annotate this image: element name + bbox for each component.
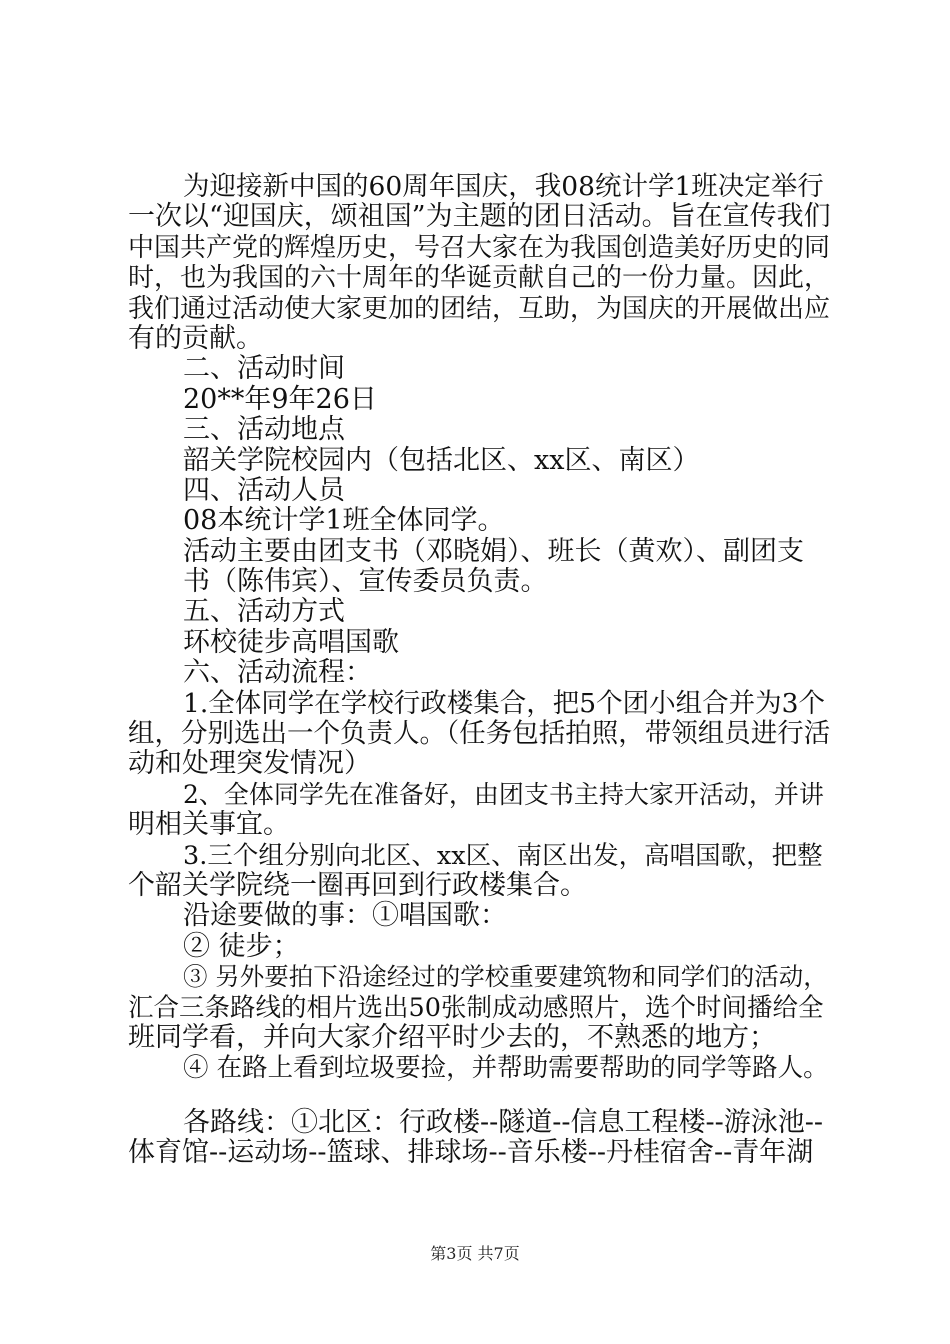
text-line: 明相关事宜。 xyxy=(128,809,290,841)
text-line: 环校徒步高唱国歌 xyxy=(183,626,399,658)
document-body xyxy=(128,172,833,1169)
text-line: 20**年9年26日 xyxy=(183,383,377,415)
text-line: 二、活动时间 xyxy=(183,353,345,385)
paragraph-gap xyxy=(128,1084,833,1108)
text-line: ④ 在路上看到垃圾要捡，并帮助需要帮助的同学等路人。 xyxy=(183,1053,829,1084)
text-line: 2、全体同学先在准备好，由团支书主持大家开活动，并讲 xyxy=(183,779,824,809)
text-line: 汇合三条路线的相片选出50张制成动感照片，选个时间播给全 xyxy=(128,992,824,1023)
text-line: 有的贡献。 xyxy=(128,322,263,354)
page-footer: 第3页 共7页 xyxy=(430,1244,520,1263)
text-line: 沿途要做的事：①唱国歌： xyxy=(183,900,507,932)
text-line: 班同学看，并向大家介绍平时少去的，不熟悉的地方； xyxy=(128,1021,776,1053)
text-line: 08本统计学1班全体同学。 xyxy=(183,505,505,537)
text-line: 中国共产党的辉煌历史，号召大家在为我国创造美好历史的同 xyxy=(128,232,831,263)
text-line: 我们通过活动使大家更加的团结，互助，为国庆的开展做出应 xyxy=(128,293,831,324)
text-line: 时，也为我国的六十周年的华诞贡献自己的一份力量。因此， xyxy=(128,263,831,294)
text-line: 五、活动方式 xyxy=(183,596,345,628)
text-line: 为迎接新中国的60周年国庆，我08统计学1班决定举行 xyxy=(183,171,824,202)
text-line: ② 徒步； xyxy=(183,930,300,962)
text-line: 六、活动流程： xyxy=(183,657,372,689)
text-line: 3.三个组分别向北区、xx区、南区出发，高唱国歌，把整 xyxy=(183,840,823,871)
text-line: 体育馆--运动场--篮球、排球场--音乐楼--丹桂宿舍--青年湖 xyxy=(128,1137,814,1169)
text-line: 1.全体同学在学校行政楼集合，把5个团小组合并为3个 xyxy=(183,687,826,719)
text-line: 一次以“迎国庆，颂祖国”为主题的团日活动。旨在宣传我们 xyxy=(128,201,831,233)
text-line: 活动主要由团支书（邓晓娟）、班长（黄欢）、副团支 xyxy=(183,535,804,567)
text-line: 组，分别选出一个负责人。（任务包括拍照，带领组员进行活 xyxy=(128,718,831,750)
text-line: 书（陈伟宾）、宣传委员负责。 xyxy=(183,566,548,598)
text-line: 动和处理突发情况） xyxy=(128,748,371,780)
text-line: ③ 另外要拍下沿途经过的学校重要建筑物和同学们的活动， xyxy=(183,962,828,992)
text-line: 各路线：①北区：行政楼--隧道--信息工程楼--游泳池-- xyxy=(183,1106,823,1138)
text-line: 四、活动人员 xyxy=(183,474,345,506)
text-line: 三、活动地点 xyxy=(183,414,345,446)
text-line: 韶关学院校园内（包括北区、xx区、南区） xyxy=(183,444,700,476)
text-line: 个韶关学院绕一圈再回到行政楼集合。 xyxy=(128,869,587,901)
